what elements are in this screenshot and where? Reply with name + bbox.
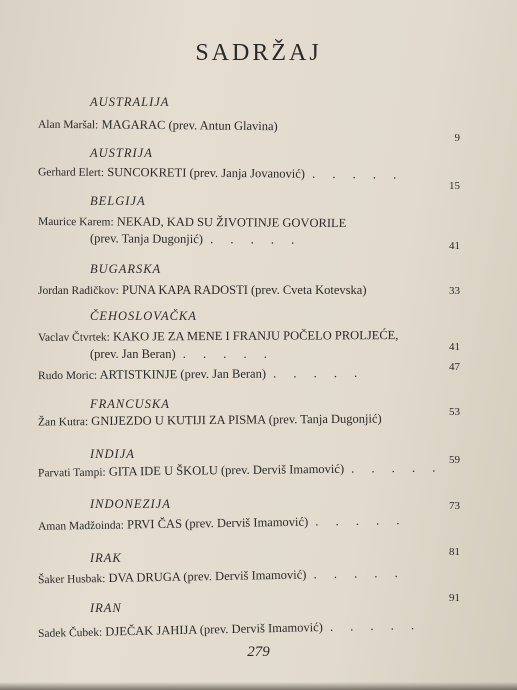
entry-author: Sadek Čubek: [37, 626, 103, 641]
entry-author: Žan Kutra: [37, 416, 89, 429]
leader-dots: . . . . . [182, 347, 274, 361]
entry-translator: (prev. Jan Beran) [90, 347, 176, 361]
entry-page-number: 59 [449, 454, 460, 466]
toc-entry [38, 618, 421, 641]
entry-author: Šaker Husbak: [37, 573, 106, 587]
toc-entry [38, 117, 278, 135]
entry-page-number: 73 [449, 500, 460, 512]
entry-author: Rudo Moric: [37, 369, 98, 383]
entry-author: Jordan Radičkov: [38, 285, 119, 297]
page-title: SADRŽAJ [195, 40, 322, 66]
leader-dots: . . . . . [312, 166, 404, 182]
leader-dots: . . . . . [210, 232, 302, 247]
section-heading-belgija: BELGIJA [90, 194, 146, 208]
entry-title: DVA DRUGA (prev. Derviš Imamović) [108, 567, 307, 585]
entry-page-number: 41 [449, 240, 460, 252]
entry-title: MAGARAC (prev. Antun Glavina) [101, 117, 278, 134]
entry-author: Maurice Karem: [37, 215, 114, 229]
entry-page-number: 15 [449, 180, 460, 192]
section-heading-francuska: FRANCUSKA [90, 397, 170, 411]
section-heading-austrija: AUSTRIJA [90, 146, 153, 160]
entry-translator: (prev. Tanja Dugonjić) [89, 231, 204, 247]
entry-page-number: 81 [449, 546, 460, 558]
section-heading-australija: AUSTRALIJA [90, 95, 170, 109]
entry-page-number: 41 [449, 341, 460, 353]
entry-title: PRVI ČAS (prev. Derviš Imamović) [126, 514, 309, 532]
section-heading-iran: IRAN [90, 601, 122, 615]
section-heading-indija: INDIJA [90, 447, 135, 461]
entry-page-number: 33 [449, 285, 460, 297]
leader-dots: . . . . . [351, 460, 443, 476]
entry-title: GNIJEZDO U KUTIJI ZA PISMA (prev. Tanja Dugonjić) [91, 411, 382, 429]
leader-dots: . . . . . [329, 617, 422, 634]
entry-author: Aman Madžoinda: [37, 519, 125, 533]
toc-entry [38, 412, 382, 430]
entry-title: KAKO JE ZA MENE I FRANJU POČELO PROLJEĆE, [112, 328, 399, 344]
toc-entry [38, 214, 346, 231]
leader-dots: . . . . . [315, 513, 407, 529]
page-folio: 279 [247, 644, 270, 660]
entry-page-number: 9 [454, 132, 460, 144]
toc-entry [38, 328, 398, 345]
entry-author: Vaclav Čtvrtek: [37, 331, 110, 344]
toc-entry-continued [90, 231, 301, 247]
leader-dots: . . . . . [273, 365, 365, 381]
entry-author: Alan Maršal: [37, 118, 99, 132]
section-heading-indonezija: INDONEZIJA [90, 497, 171, 511]
section-heading-irak: IRAK [90, 551, 122, 565]
toc-entry [38, 566, 405, 587]
entry-page-number: 47 [449, 361, 460, 373]
toc-entry [38, 461, 442, 481]
entry-title: NEKAD, KAD SU ŽIVOTINJE GOVORILE [116, 214, 347, 231]
entry-title: SUNCOKRETI (prev. Janja Jovanović) [107, 165, 306, 181]
entry-page-number: 53 [449, 406, 460, 418]
entry-title: PUNA KAPA RADOSTI (prev. Cveta Kotevska) [121, 283, 367, 297]
toc-entry-continued [90, 347, 274, 362]
toc-entry [38, 513, 407, 534]
entry-title: ARTISTKINJE (prev. Jan Beran) [99, 366, 267, 382]
section-heading-cehoslovacka: ČEHOSLOVAČKA [90, 309, 197, 323]
entry-author: Gerhard Elert: [37, 166, 105, 179]
section-heading-bugarska: BUGARSKA [90, 262, 162, 276]
entry-author: Parvati Tampi: [37, 466, 106, 480]
toc-entry [38, 164, 403, 182]
toc-entry [38, 366, 364, 383]
page-bottom-shadow [0, 682, 517, 690]
leader-dots: . . . . . [313, 565, 405, 582]
toc-entry [38, 283, 367, 298]
entry-title: DJEČAK JAHIJA (prev. Derviš Imamović) [105, 620, 324, 639]
entry-title: GITA IDE U ŠKOLU (prev. Derviš Imamović) [108, 461, 345, 479]
entry-page-number: 91 [449, 592, 460, 604]
